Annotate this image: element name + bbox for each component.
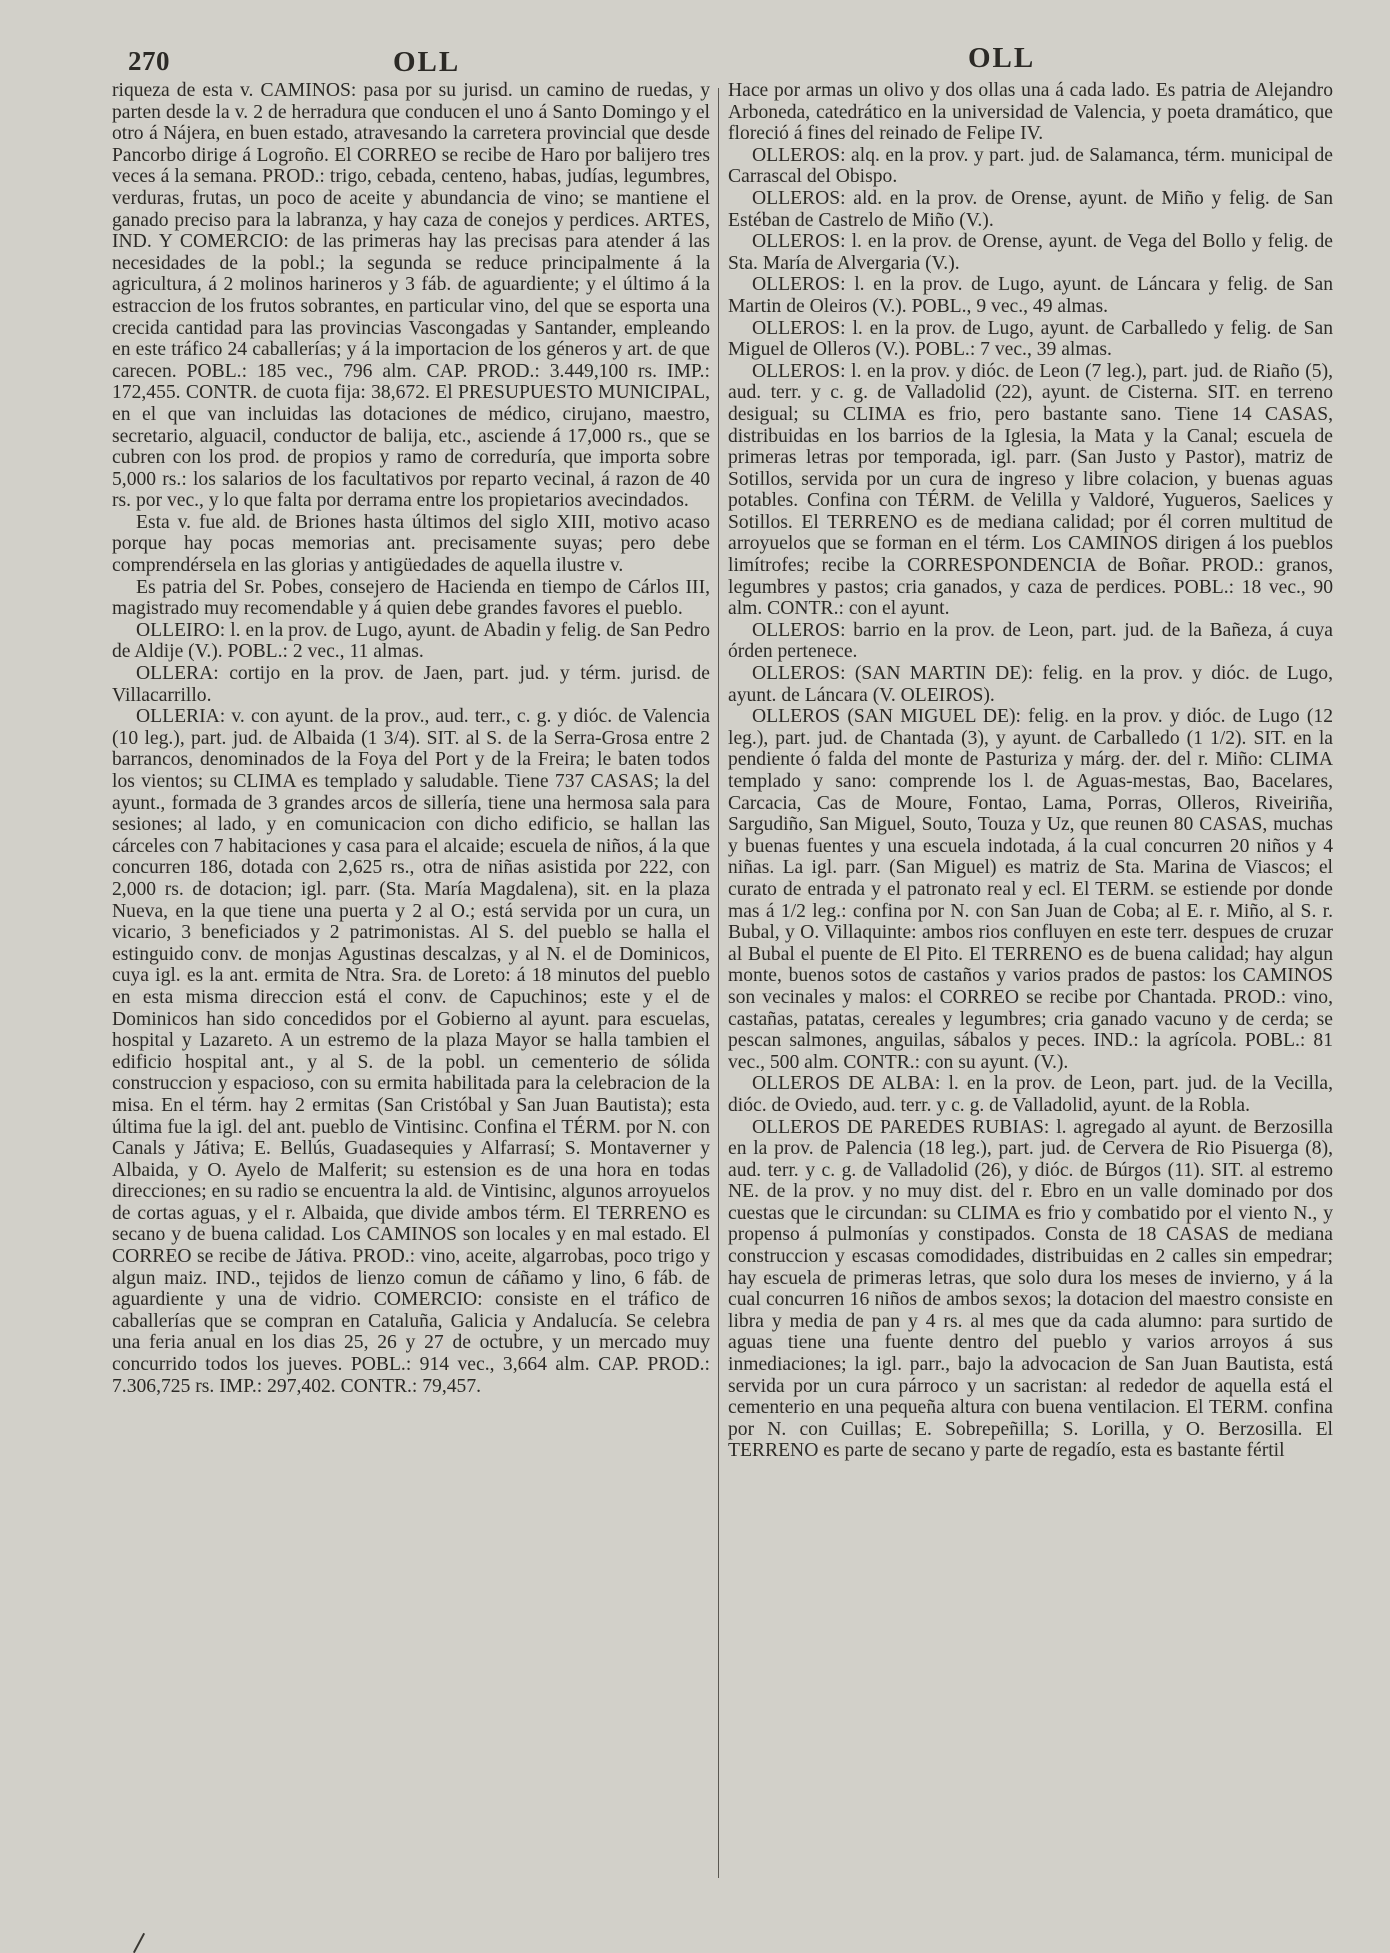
entry-olleros: OLLEROS: l. en la prov. de Lugo, ayunt. de Láncara y felig. de San Martin de Oleiros (V.). POBL., 9 vec., 49 almas. — [728, 274, 1333, 317]
right-running-head: OLL — [968, 42, 1036, 74]
entry-ollera: OLLERA: cortijo en la prov. de Jaen, part. jud. y térm. jurisd. de Villacarrillo. — [112, 663, 710, 706]
entry-olleros: OLLEROS: barrio en la prov. de Leon, part. jud. de la Bañeza, á cuya órden pertenece. — [728, 619, 1333, 663]
entry-olleria: OLLERIA: v. con ayunt. de la prov., aud. terr., c. g. y dióc. de Valencia (10 leg.), part. jud. de Albaida (1 3/4). SIT. al S. de la Serra-Grosa entre 2 barrancos, denominados de la Foya del Port y de la Freira; le baten todos los vientos; su CLIMA es templado y saludable. Tiene 737 CASAS; la del ayunt., formada de 3 grandes arcos de sillería, tiene una hermosa sala para sesiones; al lado, y en comunicacion con dicho edificio, se hallan las cárceles con 7 habitaciones y casa para el alcaide; escuela de niños, á la que concurren 186, dotada con 2,625 rs., otra de niñas asistida por 222, con 2,000 rs. de dotacion; igl. parr. (Sta. María Magdalena), sit. en la plaza Nueva, en la que tiene una puerta y 2 al O.; está servida por un cura, un vicario, 3 beneficiados y 2 patrimonistas. Al S. del pueblo se halla el estinguido conv. de monjas Agustinas descalzas, y al N. el de Dominicos, cuya igl. es la ant. ermita de Ntra. Sra. de Loreto: á 18 minutos del pueblo en esta misma direccion está el conv. de Capuchinos; este y el de Dominicos han sido concedidos por el Gobierno al ayunt. para escuelas, hospital y Lazareto. A un estremo de la plaza Mayor se halla tambien el edificio hospital ant., y al S. de la pobl. un cementerio de sólida construccion y espacioso, con su ermita habilitada para la celebracion de la misa. En el térm. hay 2 ermitas (San Cristóbal y San Juan Bautista); esta última fue la igl. del ant. pueblo de Vintisinc. Confina el TÉRM. por N. con Canals y Játiva; E. Bellús, Guadasequies y Alfarrasí; S. Montaverner y Albaida, y O. Ayelo de Malferit; su estension es de una hora en todas direcciones; en su radio se encuentra la ald. de Vintisinc, algunos arroyuelos de cortas aguas, y el r. Albaida, que divide ambos térm. El TERRENO es secano y de buena calidad. Los CAMINOS son locales y en mal estado. El CORREO se recibe de Játiva. PROD.: vino, aceite, algarrobas, poco trigo y algun maiz. IND., tejidos de lienzo comun de cáñamo y lino, 6 fáb. de aguardiente y una de vidrio. COMERCIO: consiste en el tráfico de caballerías que se compran en Cataluña, Galicia y Andalucía. Se celebra una feria anual en los dias 25, 26 y 27 de octubre, y un mercado muy concurrido todos los jueves. POBL.: 914 vec., 3,664 alm. CAP. PROD.: 7.306,725 rs. IMP.: 297,402. CONTR.: 79,457. — [112, 706, 710, 1397]
entry-olleros-san-miguel: OLLEROS (SAN MIGUEL DE): felig. en la prov. y dióc. de Lugo (12 leg.), part. jud. de Chantada (3), y ayunt. de Carballedo (1 1/2). SIT. en la pendiente ó falda del monte de Pasturiza y márg. der. del r. Miño: CLIMA templado y sano: comprende los l. de Aguas-mestas, Bao, Bacelares, Carcacia, Cas de Moure, Fontao, Lama, Porras, Olleros, Riveiriña, Sargudiño, San Miguel, Souto, Touza y Uz, que reunen 80 CASAS, muchas y buenas fuentes y una escuela indotada, á la cual concurren 20 niños y 4 niñas. La igl. parr. (San Miguel) es matriz de Sta. Marina de Viascos; el curato de entrada y el patronato real y ecl. El TERM. se estiende por donde mas á 1/2 leg.: confina por N. con San Juan de Coba; al E. r. Miño, al S. r. Bubal, y O. Villaquinte: ambos rios confluyen en este terr. despues de cruzar al Bubal el puente de El Pito. El TERRENO es de buena calidad; hay algun monte, buenos sotos de castaños y varios prados de pastos: los CAMINOS son vecinales y malos: el CORREO se recibe por Chantada. PROD.: vino, castañas, patatas, cereales y legumbres; cria ganado vacuno y de cerda; se pescan salmones, anguilas, sábalos y peces. IND.: la agrícola. POBL.: 81 vec., 500 alm. CONTR.: con su ayunt. (V.). — [728, 706, 1333, 1073]
entry-olleros: OLLEROS: ald. en la prov. de Orense, ayunt. de Miño y felig. de San Estéban de Castrelo de Miño (V.). — [728, 187, 1333, 231]
entry-text: Esta v. fue ald. de Briones hasta últimos del siglo XIII, motivo acaso porque hay pocas memorias ant. precisamente suyas; pero debe comprendérsela en las glorias y antigüedades de aquella ilustre v. — [112, 511, 710, 577]
entry-olleros: OLLEROS: l. en la prov. de Orense, ayunt. de Vega del Bollo y felig. de Sta. María de Alvergaria (V.). — [728, 231, 1333, 274]
left-column — [112, 80, 710, 1890]
entry-olleros: OLLEROS: alq. en la prov. y part. jud. de Salamanca, térm. municipal de Carrascal del Obispo. — [728, 144, 1333, 188]
ink-mark — [133, 1933, 145, 1953]
entry-olleros-de-paredes-rubias: OLLEROS DE PAREDES RUBIAS: l. agregado al ayunt. de Berzosilla en la prov. de Palencia (18 leg.), part. jud. de Cervera de Rio Pisuerga (8), aud. terr. y c. g. de Valladolid (26), y dióc. de Búrgos (11). SIT. al estremo NE. de la prov. y no muy dist. del r. Ebro en un valle dominado por dos cuestas que le circundan: su CLIMA es frio y combatido por el viento N., y propenso á pulmonías y constipados. Consta de 18 CASAS de mediana construccion y escasas comodidades, distribuidas en 2 calles sin empedrar; hay escuela de primeras letras, que solo dura los meses de invierno, y á la cual concurren 16 niños de ambos sexos; la dotacion del maestro consiste en libra y media de pan y 4 rs. al mes que da cada alumno: para surtido de aguas tiene una fuente dentro del pueblo y varios arroyos á sus inmediaciones; la igl. parr., bajo la advocacion de San Juan Bautista, está servida por un cura párroco y un sacristan: al rededor de aquella está el cementerio en una pequeña altura con buena ventilacion. El TERM. confina por N. con Cuillas; E. Sobrepeñilla; S. Lorilla, y O. Berzosilla. El TERRENO es parte de secano y parte de regadío, esta es bastante fértil — [728, 1116, 1333, 1462]
entry-text: riqueza de esta v. CAMINOS: pasa por su jurisd. un camino de ruedas, y parten desde la v. 2 de herradura que conducen el uno á Santo Domingo y el otro á Nájera, en buen estado, atravesando la carretera provincial que desde Pancorbo dirige á Logroño. El CORREO se recibe de Haro por balijero tres veces á la semana. PROD.: trigo, cebada, centeno, habas, judías, legumbres, verduras, frutas, un poco de aceite y abundancia de vino; se mantiene el ganado preciso para la labranza, y hay caza de conejos y perdices. ARTES, IND. Y COMERCIO: de las primeras hay las precisas para atender á las necesidades de la pobl.; la segunda se reduce principalmente á la agricultura, á 2 molinos harineros y 3 fáb. de aguardiente; y el último á la estraccion de los frutos sobrantes, en particular vino, del que se esporta una crecida cantidad para las provincias Vascongadas y Santander, empleando en este tráfico 24 caballerías; y á la importacion de los géneros y art. de que carecen. POBL.: 185 vec., 796 alm. CAP. PROD.: 3.449,100 rs. IMP.: 172,455. CONTR. de cuota fija: 38,672. El PRESUPUESTO MUNICIPAL, en el que van incluidas las dotaciones de médico, cirujano, maestro, secretario, alguacil, conductor de balija, etc., asciende á 17,000 rs., que se cubren con los prod. de propios y ramo de correduría, que importa sobre 5,000 rs.: los salarios de los facultativos por reparto vecinal, á razon de 40 rs. por vec., y lo que falta por derrama entre los propietarios avecindados. — [112, 80, 710, 512]
entry-text: Es patria del Sr. Pobes, consejero de Hacienda en tiempo de Cárlos III, magistrado muy recomendable y á quien debe grandes favores el pueblo. — [112, 576, 710, 620]
entry-text: Hace por armas un olivo y dos ollas una á cada lado. Es patria de Alejandro Arboneda, catedrático en la universidad de Valencia, y poeta dramático, que floreció á fines del reinado de Felipe IV. — [728, 80, 1333, 145]
entry-olleiro: OLLEIRO: l. en la prov. de Lugo, ayunt. de Abadin y felig. de San Pedro de Aldije (V.). POBL.: 2 vec., 11 almas. — [112, 619, 710, 663]
page-header — [0, 40, 1390, 80]
entry-olleros-san-martin: OLLEROS: (SAN MARTIN DE): felig. en la prov. y dióc. de Lugo, ayunt. de Láncara (V. OLEIROS). — [728, 663, 1333, 706]
page-number: 270 — [128, 46, 170, 76]
entry-olleros-de-alba: OLLEROS DE ALBA: l. en la prov. de Leon, part. jud. de la Vecilla, dióc. de Oviedo, aud. terr. y c. g. de Valladolid, ayunt. de la Robla. — [728, 1073, 1333, 1116]
right-column — [728, 80, 1333, 1890]
entry-olleros: OLLEROS: l. en la prov. y dióc. de Leon (7 leg.), part. jud. de Riaño (5), aud. terr. y c. g. de Valladolid (22), ayunt. de Cisterna. SIT. en terreno desigual; su CLIMA es frio, pero bastante sano. Tiene 14 CASAS, distribuidas en los barrios de la Iglesia, la Mata y la Canal; escuela de primeras letras por temporada, igl. parr. (San Justo y Pastor), matriz de Sotillos, servida por un cura de ingreso y libre colacion, y buenas aguas potables. Confina con TÉRM. de Velilla y Valdoré, Yugueros, Saelices y Sotillos. El TERRENO es de mediana calidad; por él corren multitud de arroyuelos que se forman en el térm. Los CAMINOS dirigen á los pueblos limítrofes; recibe la CORRESPONDENCIA de Boñar. PROD.: granos, legumbres y pastos; cria ganados, y caza de perdices. POBL.: 18 vec., 90 alm. CONTR.: con el ayunt. — [728, 360, 1333, 620]
entry-olleros: OLLEROS: l. en la prov. de Lugo, ayunt. de Carballedo y felig. de San Miguel de Olleros (V.). POBL.: 7 vec., 39 almas. — [728, 317, 1333, 361]
column-divider — [718, 88, 719, 1878]
left-running-head: OLL — [393, 46, 461, 78]
